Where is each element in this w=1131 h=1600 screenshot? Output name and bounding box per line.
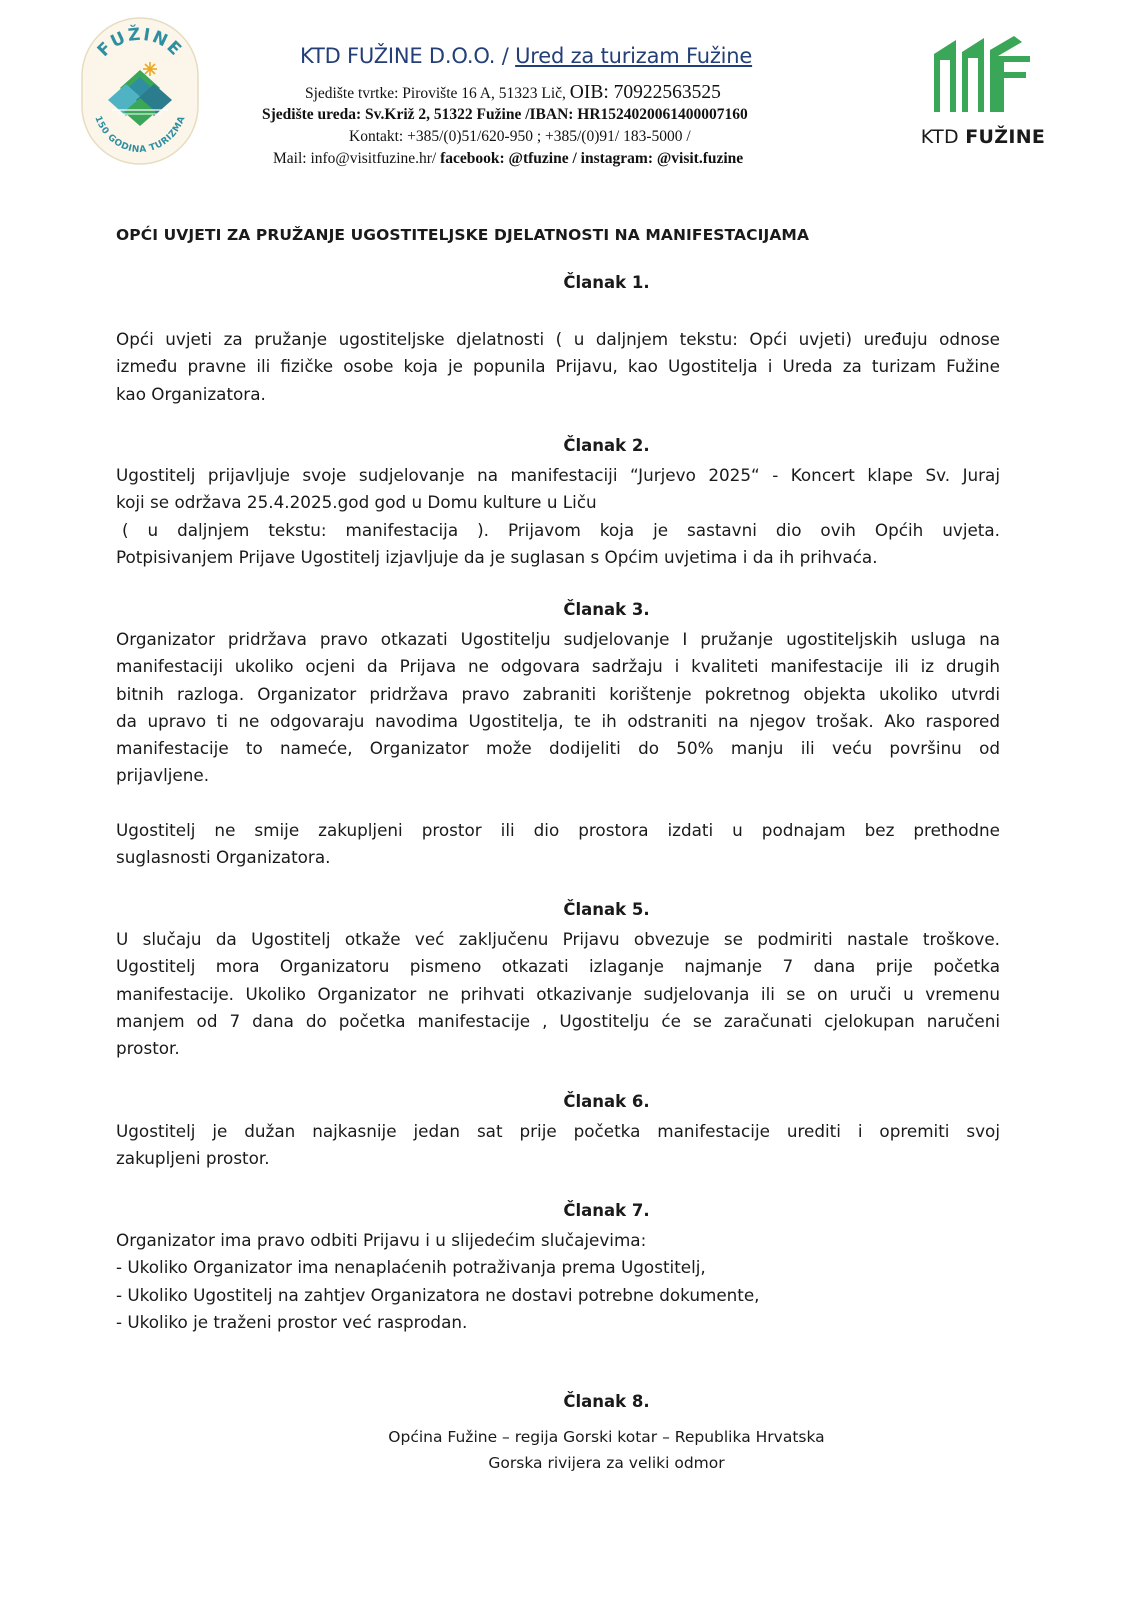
- page-footer: [0, 1424, 1131, 1476]
- ktd-logo-mark-icon: [918, 32, 1048, 122]
- header-mail-line: [273, 150, 743, 168]
- text-line: U slučaju da Ugostitelj otkaže već zaključenu Prijavu obvezuje se podmiriti nastale troškove.: [116, 929, 1000, 949]
- article-2-text: [116, 462, 1000, 571]
- article-8-heading: Članak 8.: [563, 1392, 650, 1411]
- sun-icon: [143, 62, 157, 76]
- text-line: Opći uvjeti za pružanje ugostiteljske djelatnosti ( u daljnjem tekstu: Opći uvjeti) uređuju odnose: [116, 329, 1000, 349]
- text-line: Ugostitelj je dužan najkasnije jedan sat prije početka manifestacije urediti i opremiti svoj: [116, 1121, 1000, 1141]
- article-5-text: [116, 926, 1000, 1062]
- text-line: Ugostitelj ne smije zakupljeni prostor ili dio prostora izdati u podnajam bez prethodne: [116, 820, 1000, 840]
- text-line: Organizator ima pravo odbiti Prijavu i u slijedećim slučajevima:: [116, 1230, 647, 1250]
- company-name-part1: KTD FUŽINE D.O.O. /: [300, 44, 516, 68]
- mail-text: Mail: info@visitfuzine.hr/: [273, 150, 441, 167]
- text-line: Organizator pridržava pravo otkazati Ugostitelju sudjelovanje I pružanje ugostiteljskih usluga na: [116, 629, 1000, 649]
- text-line: manifestacije to nameće, Organizator može dodijeliti do 50% manju ili veću površinu od: [116, 738, 1000, 759]
- text-line: prostor.: [116, 1038, 180, 1059]
- social-text: facebook: @tfuzine / instagram: @visit.fuzine: [440, 150, 744, 167]
- article-7-heading: Članak 7.: [563, 1201, 650, 1220]
- text-line: suglasnosti Organizatora.: [116, 847, 331, 868]
- footer-line-1: Općina Fužine – regija Gorski kotar – Republika Hrvatska: [388, 1428, 825, 1446]
- text-line: manjem od 7 dana do početka manifestacije , Ugostitelju će se zaračunati cjelokupan naručeni: [116, 1010, 1000, 1031]
- company-name: [300, 44, 900, 68]
- article-7-text: [116, 1227, 1000, 1336]
- article-6-text: [116, 1118, 1000, 1173]
- list-item: - Ukoliko je traženi prostor već rasprodan.: [116, 1311, 468, 1332]
- text-line: prijavljene.: [116, 765, 210, 786]
- fuzine-text: FUŽINE: [965, 126, 1046, 148]
- header-address-line: [305, 82, 721, 104]
- article-1-heading: Članak 1.: [563, 273, 650, 292]
- article-6-heading: Članak 6.: [563, 1092, 650, 1111]
- article-2-heading: Članak 2.: [563, 436, 650, 455]
- article-3-text: [116, 626, 1000, 790]
- list-item: - Ukoliko Ugostitelj na zahtjev Organizatora ne dostavi potrebne dokumente,: [116, 1284, 760, 1305]
- company-office-link[interactable]: Ured za turizam Fužine: [515, 44, 753, 68]
- text-line: kao Organizatora.: [116, 383, 266, 404]
- article-3-heading: Članak 3.: [563, 600, 650, 619]
- text-line: zakupljeni prostor.: [116, 1148, 270, 1169]
- text-line: Ugostitelj mora Organizatoru pismeno otkazati izlaganje najmanje 7 dana prije početka: [116, 956, 1000, 977]
- footer-line-2: Gorska rivijera za veliki odmor: [488, 1454, 725, 1472]
- fuzine-tourism-logo: [78, 14, 202, 168]
- text-line: ( u daljnjem tekstu: manifestacija ). Prijavom koja je sastavni dio ovih Općih uvjeta.: [122, 519, 1000, 540]
- ktd-logo-label: [918, 126, 1048, 148]
- text-line: Ugostitelj prijavljuje svoje sudjelovanje na manifestaciji “Jurjevo 2025“ - Koncert klape Sv. Juraj: [116, 465, 1000, 485]
- text-line: koji se održava 25.4.2025.god god u Domu kulture u Liču: [116, 492, 597, 513]
- text-line: da upravo ti ne odgovaraju navodima Ugostitelja, te ih odstraniti na njegov trošak. Ako raspored: [116, 710, 1000, 731]
- ktd-text: KTD: [920, 126, 966, 148]
- article-5-heading: Članak 5.: [563, 900, 650, 919]
- text-line: Potpisivanjem Prijave Ugostitelj izjavljuje da je suglasan s Općim uvjetima i da ih prihvaća.: [116, 546, 878, 567]
- text-line: bitnih razloga. Organizator pridržava pravo zabraniti korištenje pokretnog objekta ukoliko utvrdi: [116, 683, 1000, 704]
- article-1-text: [116, 326, 1000, 408]
- article-3-text-2: [116, 817, 1000, 872]
- header-office-iban-line: Sjedište ureda: Sv.Križ 2, 51322 Fužine /IBAN: HR1524020061400007160: [262, 106, 748, 123]
- logo-left-text: FUŽINE: [93, 24, 187, 61]
- text-line: između pravne ili fizičke osobe koja je popunila Prijavu, kao Ugostitelja i Ureda za turizam Fužine: [116, 356, 1000, 377]
- list-item: - Ukoliko Organizator ima nenaplaćenih potraživanja prema Ugostitelj,: [116, 1257, 706, 1278]
- text-line: manifestacije. Ukoliko Organizator ne prihvati otkazivanje sudjelovanja ili se on uruči u vremenu: [116, 983, 1000, 1004]
- address-text: Sjedište tvrtke: Pirovište 16 A, 51323 Lič,: [305, 85, 570, 102]
- oib-text: OIB: 70922563525: [569, 82, 721, 103]
- document-title: OPĆI UVJETI ZA PRUŽANJE UGOSTITELJSKE DJELATNOSTI NA MANIFESTACIJAMA: [116, 226, 810, 244]
- logo-left-subtext: 150 GODINA TURIZMA: [92, 114, 188, 156]
- header-contact-line: Kontakt: +385/(0)51/620-950 ; +385/(0)91/ 183-5000 /: [349, 128, 691, 145]
- text-line: manifestaciji ukoliko ocjeni da Prijava ne odgovara sadržaju i kvaliteti manifestacije ili iz drugih: [116, 656, 1000, 677]
